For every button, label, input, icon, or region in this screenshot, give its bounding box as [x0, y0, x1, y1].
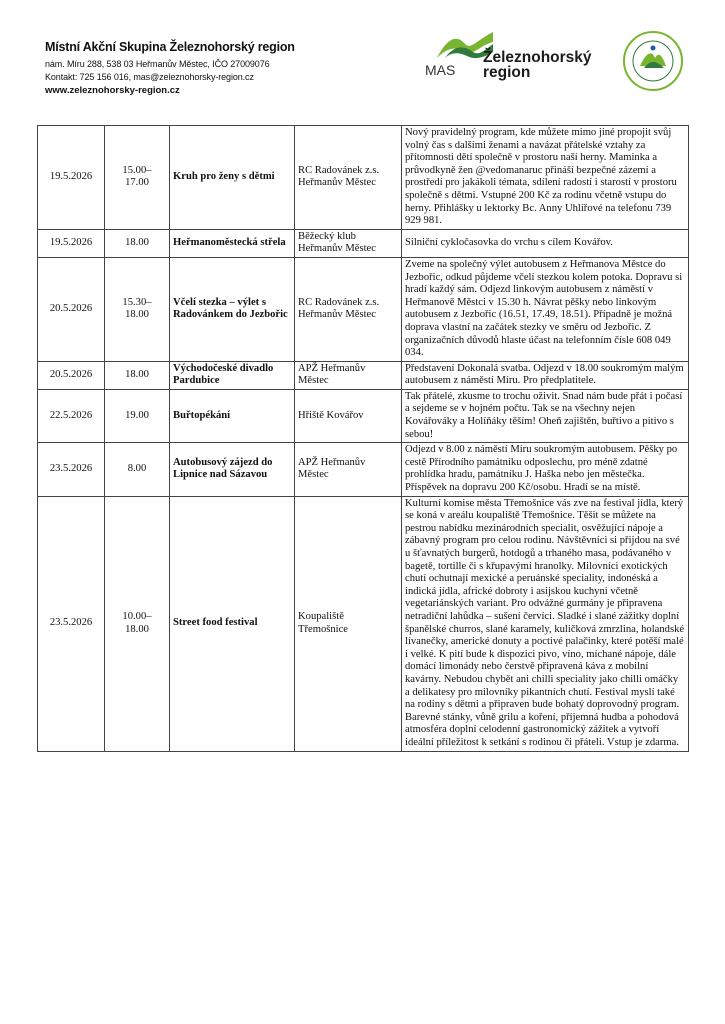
event-date: 19.5.2026	[38, 126, 105, 230]
event-description: Tak přátelé, zkusme to trochu oživit. Snad nám bude přát i počasí a sejdeme se v hojném počtu. Tak se na všechny nejen Kovářováky a Holíňáky těším! Oheň zajištěn, buřtivo a pitivo s sebou!	[402, 389, 689, 442]
event-description: Nový pravidelný program, kde můžete mimo jiné propojit svůj volný čas s dalšími ženami a navázat přátelské vztahy za přítomnosti dětí společně v prostoru naší herny. Maminka a průvodkyně žen @vedomanaruc přináší bezpečné zázemí a prostředí pro jakákoli témata, sdílení radostí i starostí v prostoru společně s dětmi. Vstupné 200 Kč za rodinu včetně vstupu do herny. Přihlášky u lektorky Bc. Anny Uhlířové na telefonu 739 929 981.	[402, 126, 689, 230]
table-row	[38, 361, 689, 389]
event-title: Buřtopékání	[170, 389, 295, 442]
event-time: 19.00	[105, 389, 170, 442]
event-venue: Koupaliště Třemošnice	[295, 496, 402, 751]
event-date: 23.5.2026	[38, 496, 105, 751]
table-row	[38, 257, 689, 361]
event-date: 20.5.2026	[38, 257, 105, 361]
event-venue: Běžecký klub Heřmanův Městec	[295, 229, 402, 257]
organization-contact: Kontakt: 725 156 016, mas@zeleznohorsky-region.cz	[45, 72, 254, 82]
event-time: 8.00	[105, 443, 170, 496]
event-venue: RC Radovánek z.s. Heřmanův Městec	[295, 126, 402, 230]
event-title: Východočeské divadlo Pardubice	[170, 361, 295, 389]
regional-product-seal	[622, 30, 684, 92]
event-time: 18.00	[105, 229, 170, 257]
event-title: Heřmanoměstecká střela	[170, 229, 295, 257]
event-title: Včelí stezka – výlet s Radovánkem do Jezbořic	[170, 257, 295, 361]
organization-name: Místní Akční Skupina Železnohorský region	[45, 40, 295, 54]
event-date: 20.5.2026	[38, 361, 105, 389]
organization-info	[45, 40, 295, 97]
event-description: Odjezd v 8.00 z náměstí Míru soukromým autobusem. Pěšky po cestě Přírodního památníku odposlechu, pro méně zdatné prohlídka hradu, památníku J. Haška nebo jen městečka. Příspěvek na dopravu 200 Kč/osobu. Hradí se na místě.	[402, 443, 689, 496]
mas-logo-name: Železnohorský region	[483, 49, 592, 81]
seal-icon	[622, 30, 684, 92]
event-description: Kulturní komise města Třemošnice vás zve na festival jídla, který se koná v areálu koupaliště Třemošnice. Těšit se můžete na pestrou nabídku mezinárodních specialit, osvěžující nápoje a zábavný program pro celou rodinu. Návštěvníci si přijdou na své u šťavnatých burgerů, hotdogů a trhaného masa, podávaného v bagetě, tortille či s křupavými hranolky. Milovníci exotických chutí ochutnají mexické a peruánské speciality, indonéská a indická jídla, africké dobroty i asijskou kuchyni včetně vegetariánských variant. Pro odvážné gurmány je připravena netradiční lahůdka – sušení červíci. Sladké i slané zážitky doplní španělské churros, slané karamely, kuličková zmrzlina, holandské lívanečky, americké donuty a poctivé palačinky, které potěší malé i velké. K pití bude k dispozici pivo, víno, míchané nápoje, dále domácí limonády nebo čerstvě připravená káva z mobilní kavárny. Nebudou chybět ani chilli speciality jako chilli omáčky a delikatesy pro milovníky pikantních chutí. Festival myslí také na rodiny s dětmi a připraven bude bohatý doprovodný program. Barevné stánky, vůně grilu a koření, příjemná hudba a pohodová atmosféra doplní celodenní gastronomický zážitek a vytvoří ideální příležitost k setkání s rodinou či přáteli. Vstup je zdarma.	[402, 496, 689, 751]
organization-website: www.zeleznohorsky-region.cz	[45, 85, 180, 96]
event-venue: APŽ Heřmanův Městec	[295, 443, 402, 496]
event-title: Kruh pro ženy s dětmi	[170, 126, 295, 230]
event-description: Silniční cykločasovka do vrchu s cílem Kovářov.	[402, 229, 689, 257]
event-time: 15.30– 18.00	[105, 257, 170, 361]
letterhead	[0, 0, 725, 120]
table-row	[38, 443, 689, 496]
event-venue: Hřiště Kovářov	[295, 389, 402, 442]
event-time: 10.00– 18.00	[105, 496, 170, 751]
event-venue: APŽ Heřmanův Městec	[295, 361, 402, 389]
event-description: Zveme na společný výlet autobusem z Heřmanova Městce do Jezbořic, odkud půjdeme včelí stezkou kolem potoka. Dopravu si hradí každý sám. Odjezd linkovým autobusem z náměstí v Heřmanově Městci v 15.30 h. Návrat pěšky nebo linkovým autobusem z Jezbořic (16.51, 17.49, 18.51). Případně je možná doprava vlastní na začátek stezky ve směru od Jezbořic. Z organizačních důvodů hlaste účast na telefonním čísle 608 049 034.	[402, 257, 689, 361]
event-time: 15.00– 17.00	[105, 126, 170, 230]
table-row	[38, 389, 689, 442]
organization-address: nám. Míru 288, 538 03 Heřmanův Městec, IČO 27009076	[45, 59, 270, 69]
event-date: 22.5.2026	[38, 389, 105, 442]
event-venue: RC Radovánek z.s. Heřmanův Městec	[295, 257, 402, 361]
event-date: 19.5.2026	[38, 229, 105, 257]
table-row	[38, 126, 689, 230]
event-title: Autobusový zájezd do Lipnice nad Sázavou	[170, 443, 295, 496]
table-row	[38, 229, 689, 257]
events-table	[37, 125, 689, 752]
event-title: Street food festival	[170, 496, 295, 751]
event-time: 18.00	[105, 361, 170, 389]
event-date: 23.5.2026	[38, 443, 105, 496]
mas-logo-prefix: MAS	[425, 62, 456, 78]
mas-logo	[425, 30, 615, 88]
table-row	[38, 496, 689, 751]
event-description: Představení Dokonalá svatba. Odjezd v 18.00 soukromým malým autobusem z náměstí Míru. Pro předplatitele.	[402, 361, 689, 389]
